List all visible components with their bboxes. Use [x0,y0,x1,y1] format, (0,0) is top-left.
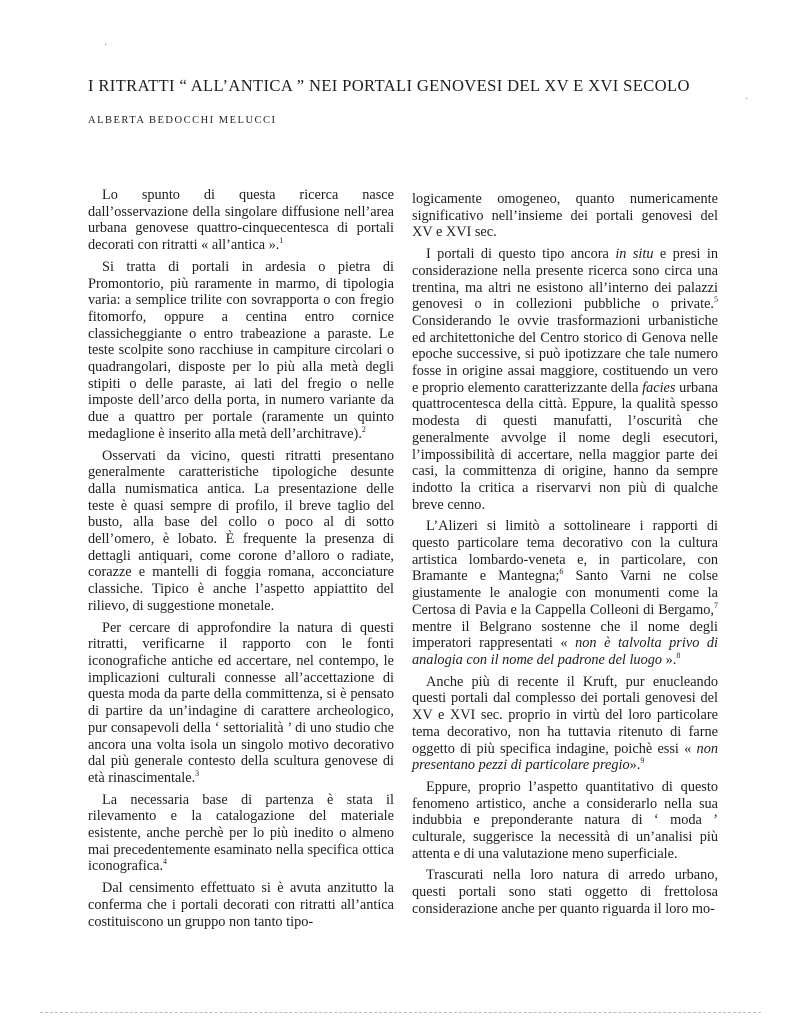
paragraph: La necessaria base di partenza è stata il rilevamento e la catalogazione del materiale esistente, anche perchè per lo più inedito o almeno mai precedentemente esaminato nella specifica ottica iconografica.$^4$ [88,791,394,875]
scan-speck: · [745,94,749,105]
paragraph: Eppure, proprio l’aspetto quantitativo di questo fenomeno artistico, anche a considerarlo nella sua indubbia e preponderante natura di ‘ moda ’ culturale, suggerisce la necessità di un’analisi più attenta e di una valutazione meno superficiale. [412,778,718,862]
paragraph: Anche più di recente il Kruft, pur enucleando questi portali dal complesso dei portali genovesi del XV e XVI sec. proprio in virtù del loro particolare tema decorativo, non ha tuttavia ritenuto di farne oggetto di più specifica indagine, poichè essi « non presentano pezzi di particolare pregio».$^9$ [412,673,718,774]
footnote-ref: 2 [361,424,366,434]
article-author: ALBERTA BEDOCCHI MELUCCI [88,115,277,126]
footnote-ref: 4 [163,857,168,867]
footnote-ref: 6 [559,567,564,577]
paragraph: Trascurati nella loro natura di arredo urbano, questi portali sono stati oggetto di frettolosa considerazione anche per quanto riguarda il loro mo- [412,867,718,917]
footnote-ref: 7 [714,600,718,610]
scan-speck: · [104,40,108,51]
paragraph: Lo spunto di questa ricerca nasce dall’osservazione della singolare diffusione nell’area urbana genovese quattro-cinquecentesca di portali decorati con ritratti « all’antica ».$^1$ [88,187,394,254]
paragraph-continuation: logicamente omogeneo, quanto numericamente significativo nell’insieme dei portali genovesi del XV e XVI sec. [412,191,718,241]
footnote-ref: 5 [714,295,718,305]
page-bottom-edge [40,1012,761,1013]
footnote-ref: 9 [640,756,645,766]
right-column [412,191,718,923]
footnote-ref: 8 [676,650,681,660]
article-title: I RITRATTI “ ALL’ANTICA ” NEI PORTALI GENOVESI DEL XV E XVI SECOLO [88,76,690,95]
footnote-ref: 1 [279,236,284,246]
paragraph: L’Alizeri si limitò a sottolineare i rapporti di questo particolare tema decorativo con la cultura artistica lombardo-veneta e, in particolare, con Bramante e Mantegna;$^6$ Santo Varni ne colse giustamente le analogie con monumenti come la Certosa di Pavia e la Cappella Colleoni di Bergamo,$^7$ mentre il Belgrano sostenne che il nome degli imperatori rappresentati « non è talvolta privo di analogia con il nome del padrone del luogo ».$^8$ [412,518,718,668]
footnote-ref: 3 [195,768,200,778]
left-column [88,187,394,935]
paragraph: Osservati da vicino, questi ritratti presentano generalmente caratteristiche tipologiche desunte dalla numismatica antica. La presentazione delle teste è quasi sempre di profilo, il breve taglio del busto, alla base del collo o poco al di sotto dell’omero, è lobato. È frequente la presenza di dettagli antiquari, come corone d’alloro o radiate, corazze e mantelli di foggia romana, acconciature classiche. Tipico è anche l’aspetto appiattito del rilievo, di suggestione monetale. [88,447,394,614]
paragraph: Per cercare di approfondire la natura di questi ritratti, verificarne il rapporto con le fonti iconografiche antiche ed accertare, nel contempo, le implicazioni culturali connesse all’accettazione di questa moda da parte della committenza, si è pensato di partire da un’indagine di carattere archeologico, pur consapevoli della ‘ settorialità ’ di uno studio che ancora una volta isola un singolo motivo decorativo dal più generale contesto della scultura genovese di età rinascimentale.$^3$ [88,619,394,786]
paragraph: I portali di questo tipo ancora in situ e presi in considerazione nella presente ricerca sono circa una trentina, ma altri ne esistono all’interno dei palazzi genovesi o in collezioni pubbliche o private.$^5$ Considerando le ovvie trasformazioni urbanistiche ed architettoniche del Centro storico di Genova nelle epoche successive, si può ipotizzare che tale numero fosse in origine assai maggiore, costituendo un vero e proprio elemento caratterizzante della facies urbana quattrocentesca della città. Eppure, la qualità spesso modesta di questi manufatti, l’oscurità che generalmente avvolge il nome degli esecutori, l’impossibilità di accertare, nella maggior parte dei casi, la committenza di origine, hanno da sempre indotto la critica a riservarvi non più di qualche breve cenno. [412,246,718,513]
paragraph: Si tratta di portali in ardesia o pietra di Promontorio, più raramente in marmo, di tipologia varia: a semplice trilite con sovrapporta o con fregio fitomorfo, oppure a centina entro cornice classicheggiante o entro trabeazione a paraste. Le teste scolpite sono racchiuse in campiture circolari o quadrangolari, disposte per lo più alla metà degli stipiti o delle paraste, ai lati del fregio o nelle imposte dell’arco della porta, in numero variante da due a quattro per portale (raramente un quinto medaglione è inserito alla metà dell’architrave).$^2$ [88,258,394,442]
paragraph: Dal censimento effettuato si è avuta anzitutto la conferma che i portali decorati con ritratti all’antica costituiscono un gruppo non tanto tipo- [88,880,394,930]
